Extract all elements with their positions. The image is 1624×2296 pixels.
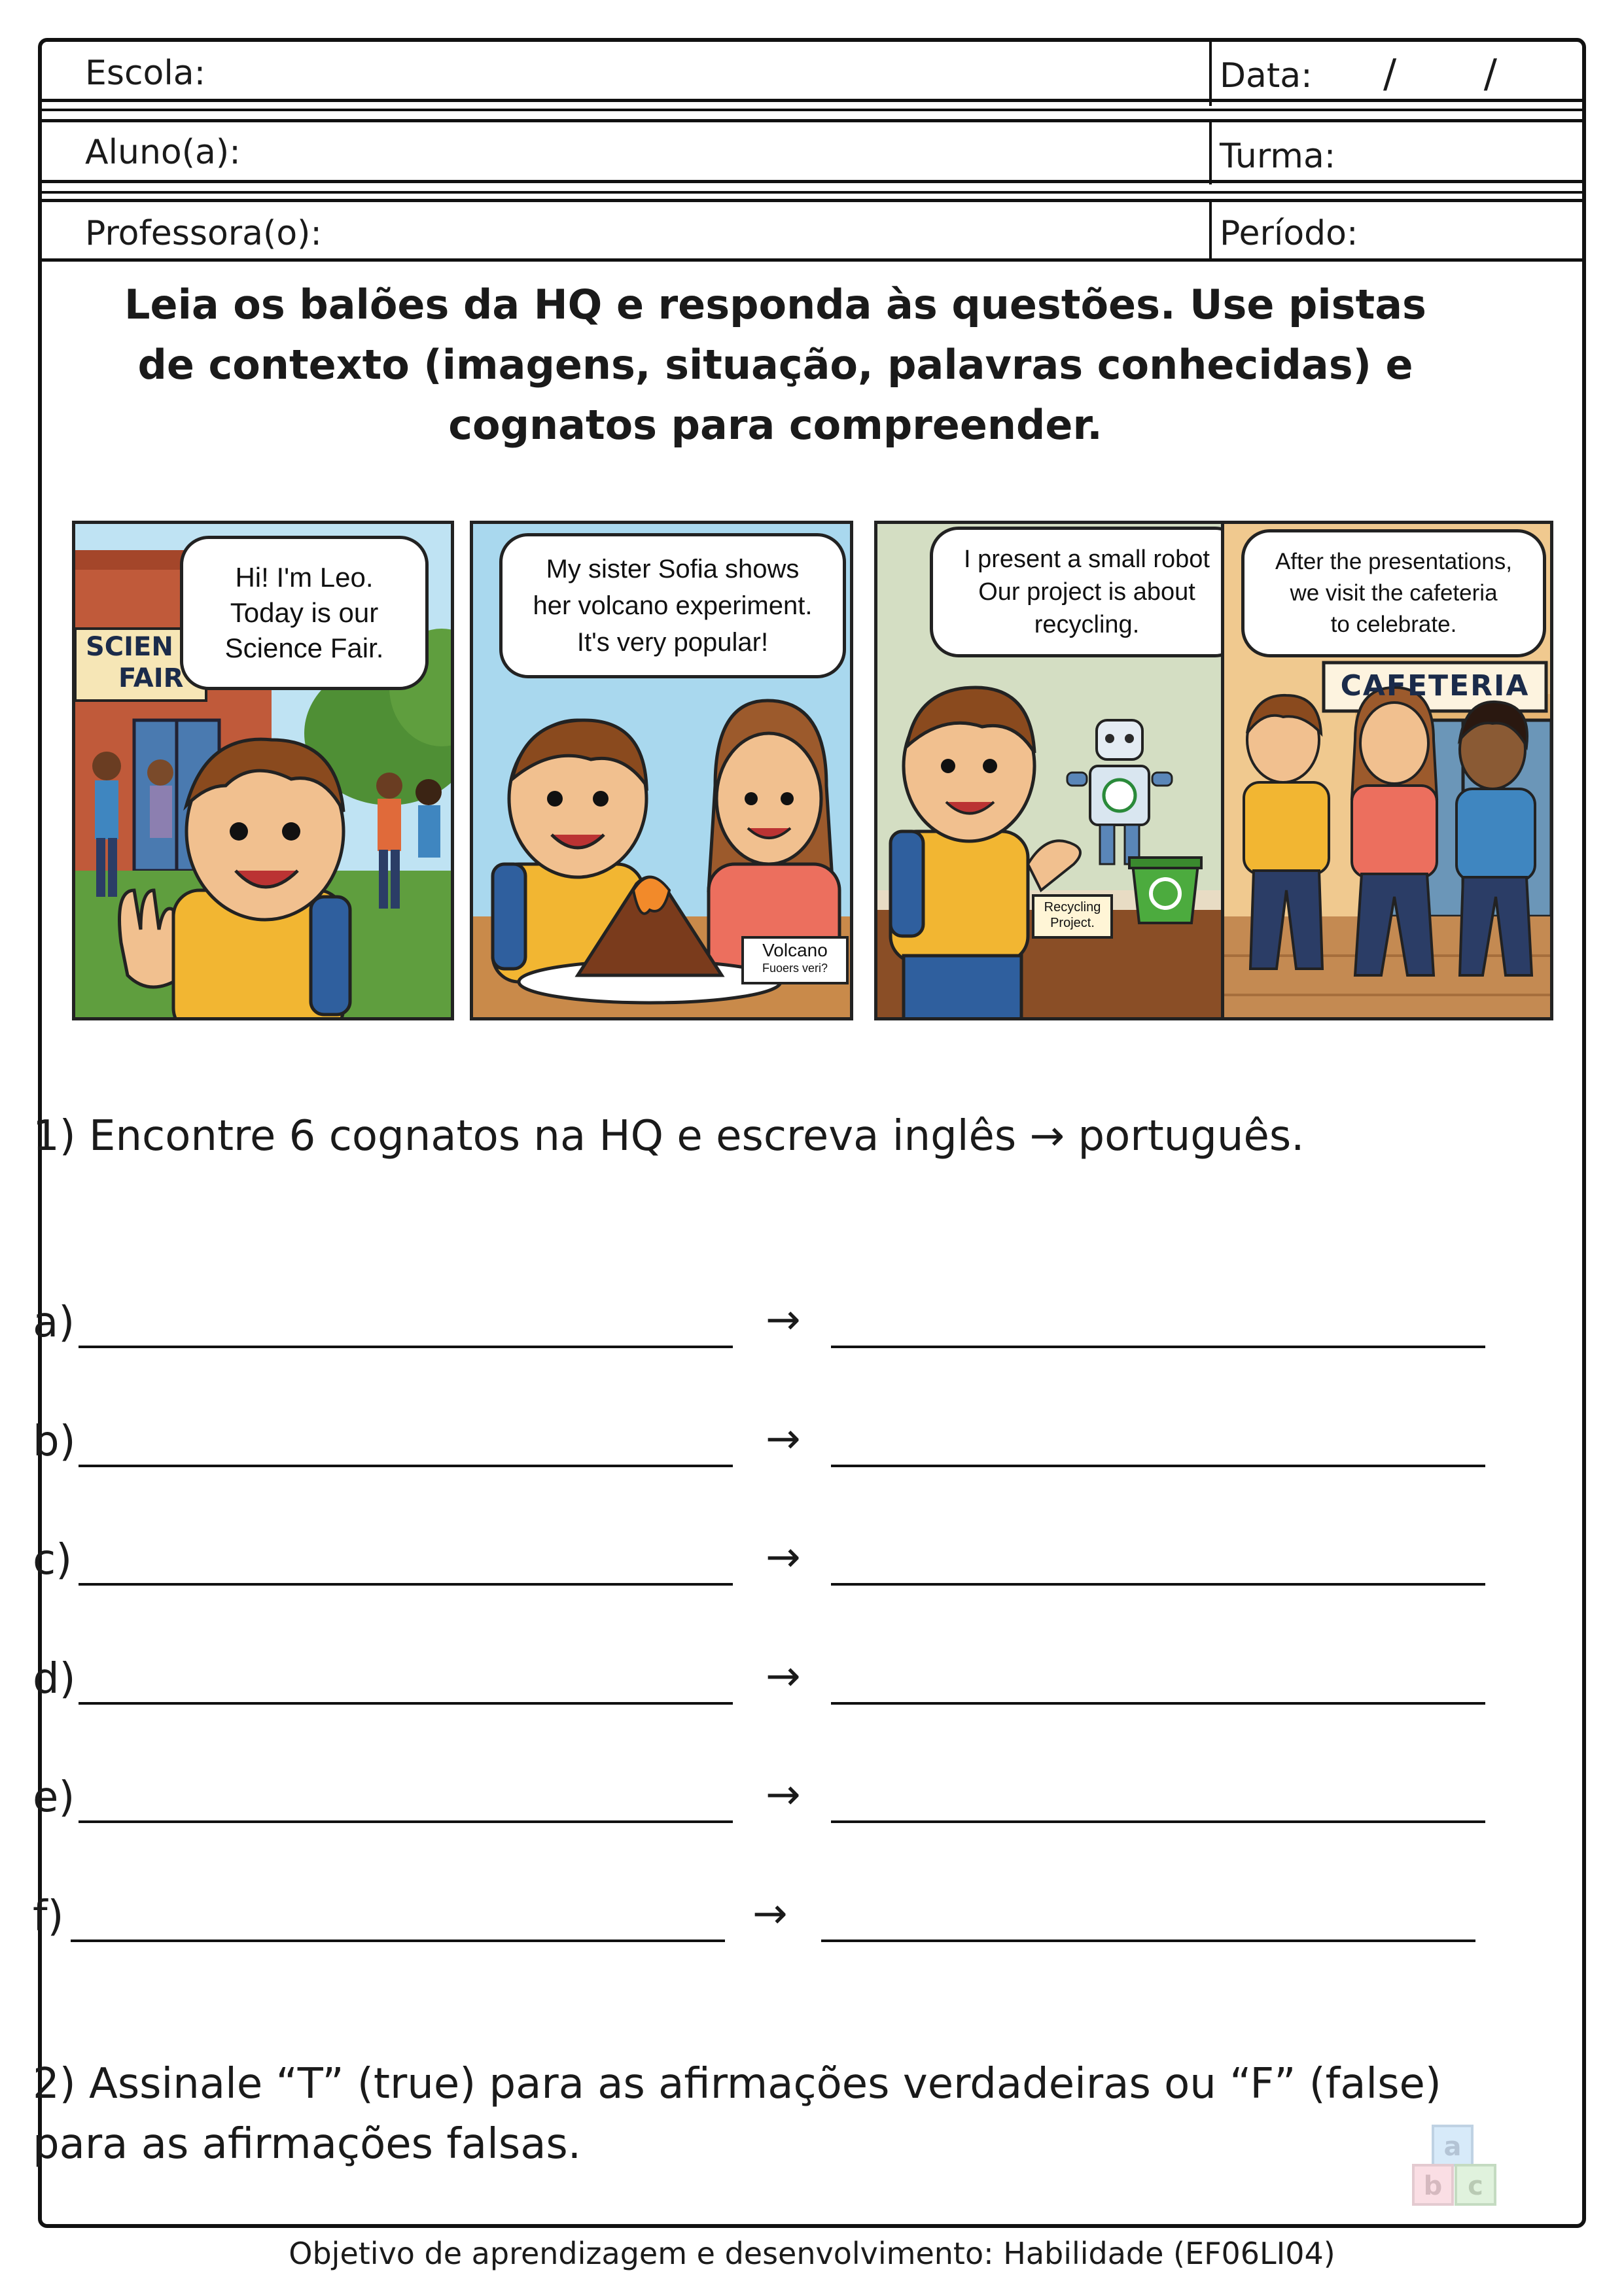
comic-panel-2 <box>470 521 853 1020</box>
watermark-logo <box>1361 2093 1583 2211</box>
arrow-icon: → <box>766 1296 801 1344</box>
answer-row-e <box>33 1773 1525 1826</box>
header-row-student <box>42 119 1582 183</box>
answer-portuguese-field[interactable] <box>831 1820 1485 1823</box>
answer-portuguese-field[interactable] <box>831 1702 1485 1705</box>
period-label: Período: <box>1220 214 1358 253</box>
answer-portuguese-field[interactable] <box>831 1346 1485 1348</box>
bubble-line: It's very popular! <box>576 628 769 657</box>
comic-panel-1 <box>72 521 454 1020</box>
header-vertical-divider-2 <box>1209 119 1212 184</box>
recycling-label-line-2: Project. <box>1050 916 1095 930</box>
volcano-label-line-1: Volcano <box>762 940 828 960</box>
comic-panel-4 <box>1221 521 1553 1020</box>
footer-objective: Objetivo de aprendizagem e desenvolvimento: Habilidade (EF06LI04) <box>289 2236 1335 2271</box>
answer-row-b <box>33 1415 1525 1470</box>
panel-4-speech-bubble <box>1241 529 1546 657</box>
header-double-line <box>42 109 1582 111</box>
answer-portuguese-field[interactable] <box>831 1583 1485 1586</box>
cafeteria-sign: CAFETERIA <box>1340 669 1530 703</box>
school-label: Escola: <box>85 54 206 93</box>
panel-3-speech-bubble <box>930 527 1244 657</box>
answer-english-field[interactable] <box>79 1820 733 1823</box>
svg-text:a: a <box>1443 2132 1462 2162</box>
header-row-school <box>42 42 1582 102</box>
answer-portuguese-field[interactable] <box>831 1465 1485 1467</box>
panel-1-speech-bubble <box>180 536 429 690</box>
teacher-label: Professora(o): <box>85 214 322 253</box>
sign-line-2: FAIR <box>118 663 184 693</box>
bubble-line: My sister Sofia shows <box>546 555 800 583</box>
bubble-line: Science Fair. <box>224 633 384 663</box>
arrow-icon: → <box>766 1415 801 1463</box>
answer-english-field[interactable] <box>71 1939 725 1942</box>
bubble-line: After the presentations, <box>1275 549 1512 574</box>
question-1: 1) Encontre 6 cognatos na HQ e escreva inglês → português. <box>33 1112 1305 1160</box>
sign-line-1: SCIEN <box>86 632 173 662</box>
comic-panel-3 <box>874 521 1247 1020</box>
answer-letter: a) <box>33 1298 75 1347</box>
answer-english-field[interactable] <box>79 1346 733 1348</box>
answer-letter: f) <box>33 1892 64 1941</box>
bubble-line: Today is our <box>230 597 379 628</box>
arrow-icon: → <box>766 1652 801 1701</box>
answer-letter: c) <box>33 1536 73 1584</box>
watermark-blocks-icon <box>1361 2093 1583 2211</box>
bubble-line: her volcano experiment. <box>533 591 813 620</box>
header-double-line-2 <box>42 191 1582 194</box>
svg-text:b: b <box>1423 2171 1443 2201</box>
bubble-line: we visit the cafeteria <box>1290 580 1498 606</box>
volcano-label-line-2: Fuoers veri? <box>762 962 828 975</box>
date-label: Data: <box>1220 56 1313 96</box>
arrow-icon: → <box>766 1533 801 1582</box>
recycling-label <box>1033 899 1112 931</box>
header-vertical-divider-1 <box>1209 42 1212 106</box>
svg-text:c: c <box>1468 2171 1483 2201</box>
answer-row-f <box>33 1892 1525 1945</box>
answer-english-field[interactable] <box>79 1583 733 1586</box>
header-vertical-divider-3 <box>1209 199 1212 262</box>
answer-english-field[interactable] <box>79 1702 733 1705</box>
answer-row-d <box>33 1652 1525 1707</box>
bubble-line: recycling. <box>1034 611 1140 638</box>
date-slashes: / / <box>1383 51 1497 97</box>
answer-letter: d) <box>33 1655 76 1703</box>
answer-row-c <box>33 1533 1525 1588</box>
class-label: Turma: <box>1220 137 1336 176</box>
answer-portuguese-field[interactable] <box>821 1939 1475 1942</box>
bubble-line: to celebrate. <box>1330 612 1457 637</box>
bubble-line: Hi! I'm Leo. <box>235 562 374 593</box>
answer-english-field[interactable] <box>79 1465 733 1467</box>
volcano-label <box>745 940 845 975</box>
panel-2-speech-bubble <box>499 533 846 678</box>
recycling-label-line-1: Recycling <box>1044 900 1101 914</box>
instructions: Leia os balões da HQ e responda às questões. Use pistas de contexto (imagens, situação, palavras conhecidas) e cognatos para compreender. <box>124 281 1426 449</box>
header-row-teacher <box>42 199 1582 262</box>
answer-row-a <box>33 1298 1525 1351</box>
answer-letter: b) <box>33 1418 76 1466</box>
bubble-line: Our project is about <box>978 578 1195 606</box>
arrow-icon: → <box>766 1771 801 1819</box>
bubble-line: I present a small robot <box>964 546 1210 573</box>
answer-letter: e) <box>33 1773 75 1822</box>
student-label: Aluno(a): <box>85 133 241 172</box>
question-2: 2) Assinale “T” (true) para as afirmações verdadeiras ou “F” (false) para as afirmações falsas. <box>33 2060 1441 2168</box>
arrow-icon: → <box>752 1890 788 1938</box>
